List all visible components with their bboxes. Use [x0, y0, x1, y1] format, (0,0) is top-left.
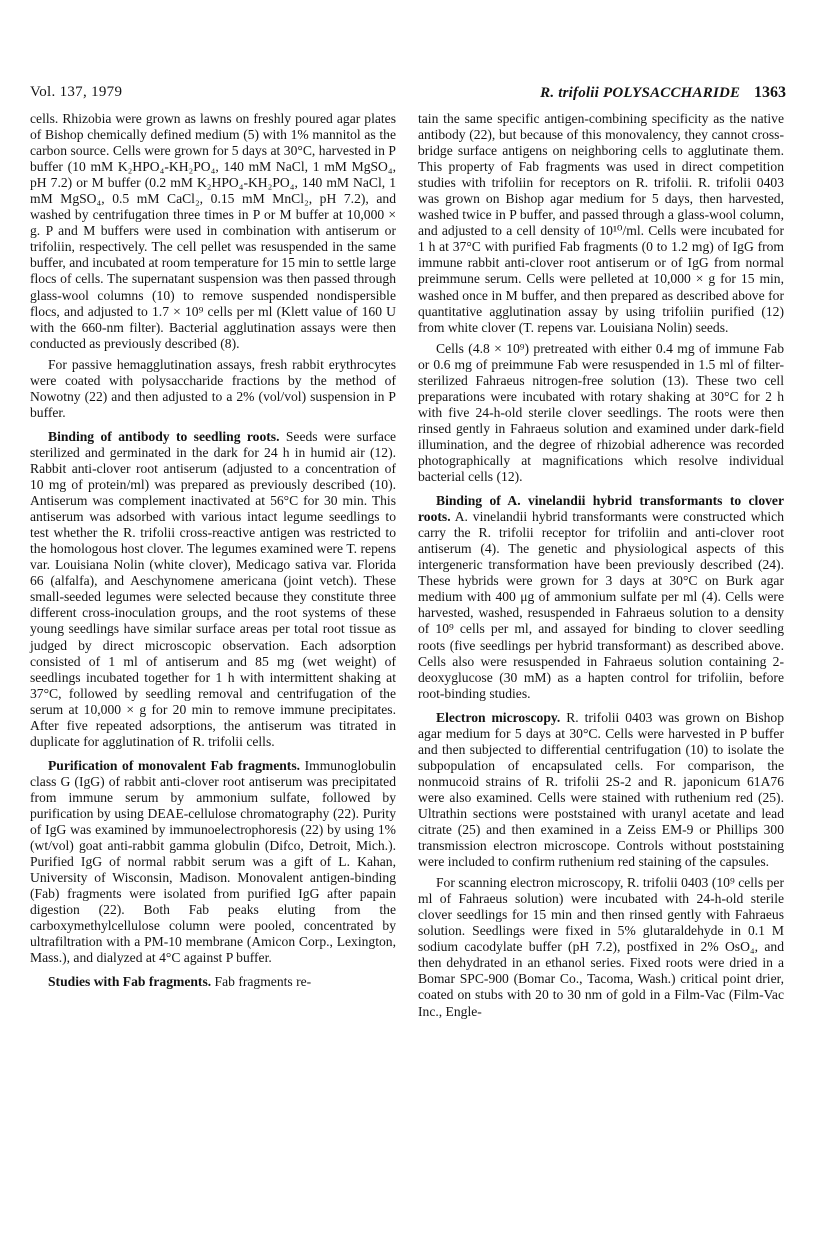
section-heading: Binding of A. vinelandii hybrid transformants to clover roots. [418, 493, 784, 525]
paragraph-scanning-em: For scanning electron microscopy, R. trifolii 0403 (10⁹ cells per ml of Fahraeus solution) were incubated with 24-h-old sterile clover seedlings for 15 min and then rinsed gently with Fahraeus solution. Seedlings were fixed in 5% glutaraldehyde in 0.1 M sodium cacodylate buffer (pH 7.2), postfixed in 2% OsO₄, and then dehydrated in an ethanol series. Fixed roots were dried in a Bomar SPC-900 (Bomar Co., Tacoma, Wash.) critical point drier, coated on stubs with 20 to 30 nm of gold in a Film-Vac (Film-Vac Inc., Engle- [418, 875, 784, 1019]
section-body: Seeds were surface sterilized and germinated in the dark for 24 h in humid air (12). Rabbit anti-clover root antiserum (adjusted to a concentration of 10 mg of protein/ml) was prepared as previously described (10). Antiserum was complement inactivated at 56°C for 30 min. This antiserum was adsorbed with various intact legume seedlings to test whether the R. trifolii cross-reactive antigen was restricted to the homologous host clover. The legumes examined were T. repens var. Louisiana Nolin (white clover), Medicago sativa var. Florida 66 (alfalfa), and Aeschynomene americana (joint vetch). These small-seeded legumes were selected because they constitute three different cross-inoculation groups, and the root systems of these young seedlings have similar surface areas per total root tissue as judged by direct microscopic observation. Each adsorption consisted of 1 ml of antiserum and 85 mg (wet weight) of seedlings incubated together for 1 h with intermittent shaking at 37°C, followed by seedling removal and centrifugation of the serum at 10,000 × g for 20 min to remove immune precipitates. After five repeated adsorptions, the antiserum was titrated in duplicate for agglutination of R. trifolii cells. [30, 428, 397, 749]
right-column [418, 111, 784, 1020]
section-antibody-binding [30, 429, 396, 750]
section-fab-purification [30, 758, 396, 967]
section-body: R. trifolii 0403 was grown on Bishop agar medium for 5 days at 30°C. Cells were harvested in P buffer and then subjected to differential centrifugation (10) to isolate the subpopulation of encapsulated cells. For comparison, the nonmucoid strains of R. trifolii 2S-2 and R. japonicum 61A76 were also examined. Cells were stained with ruthenium red (25). Ultrathin sections were poststained with uranyl acetate and lead citrate (25) and then examined in a Zeiss EM-9 or Phillips 300 transmission electron microscope. Controls without poststaining were included to confirm ruthenium red staining of the capsules. [418, 709, 784, 870]
paragraph-fab-continued: tain the same specific antigen-combining specificity as the native antibody (22), but because of this monovalency, they cannot cross-bridge surface antigens on neighboring cells to agglutinate them. This property of Fab fragments was used in direct competition studies with trifoliin for receptors on R. trifolii. R. trifolii 0403 was grown on Bishop agar medium for 5 days, then harvested, washed twice in P buffer, and passed through a glass-wool column, and adjusted to a cell density of 10¹⁰/ml. Cells were incubated for 1 h at 37°C with purified Fab fragments (0 to 1.2 mg) of IgG from immune rabbit anti-clover root antiserum or of IgG from normal preimmune serum. Cells were pelleted at 10,000 × g for 15 min, washed once in M buffer, and then prepared as described above for quantitative agglutination assay by using trifoliin purified (12) from white clover (T. repens var. Louisiana Nolin) seeds. [418, 111, 784, 335]
paragraph-cell-pretreatment: Cells (4.8 × 10⁹) pretreated with either 0.4 mg of immune Fab or 0.6 mg of preimmune Fab were resuspended in 1.5 ml of filter-sterilized Fahraeus nitrogen-free solution (13). These two cell preparations were incubated with rotary shaking at 30°C for 2 h with five 24-h-old sterile clover seedlings. The roots were then rinsed gently in Fahraeus solution and examined under dark-field illumination, and the degree of rhizobial adherence was recorded photographically at magnifications which resolve individual bacterial cells (12). [418, 340, 784, 485]
section-heading: Studies with Fab fragments. [48, 974, 212, 990]
volume-label: Vol. 137, 1979 [30, 84, 123, 100]
paragraph-hemagglutination: For passive hemagglutination assays, fresh rabbit erythrocytes were coated with polysaccharide fractions by the method of Nowotny (22) and then adjusted to a 2% (vol/vol) suspension in P buffer. [30, 356, 396, 420]
section-hybrid-binding [418, 493, 784, 702]
running-title: R. trifolii POLYSACCHARIDE [540, 85, 741, 101]
section-heading: Purification of monovalent Fab fragments. [48, 757, 301, 773]
section-body: Fab fragments re- [211, 974, 312, 990]
header-right [540, 84, 786, 102]
left-column [30, 111, 396, 990]
section-heading: Binding of antibody to seedling roots. [48, 428, 280, 444]
section-body: Immunoglobulin class G (IgG) of rabbit anti-clover root antiserum was precipitated from immune serum by ammonium sulfate, followed by purification by using DEAE-cellulose chromatography (22). Purity of IgG was examined by immunoelectrophoresis (22) by using 1% (wt/vol) goat anti-rabbit gamma globulin (Difco, Detroit, Mich.). Purified IgG of normal rabbit serum was a gift of L. Kahan, University of Wisconsin, Madison. Monovalent antigen-binding (Fab) fragments were isolated from purified IgG after papain digestion (22). Both Fab peaks eluting from the carboxymethylcellulose column were pooled, concentrated by ultrafiltration with a PM-10 membrane (Amicon Corp., Lexington, Mass.), and dialyzed at 4°C against P buffer. [30, 757, 396, 966]
section-electron-microscopy [418, 710, 784, 870]
page-number: 1363 [754, 84, 786, 101]
paragraph-cell-culture: cells. Rhizobia were grown as lawns on freshly poured agar plates of Bishop chemically defined medium (5) with 1% mannitol as the carbon source. Cells were grown for 5 days at 30°C, harvested in P buffer (10 mM K₂HPO₄-KH₂PO₄, 140 mM NaCl, 1 mM MgSO₄, pH 7.2) or M buffer (0.2 mM K₂HPO₄-KH₂PO₄, 140 mM NaCl, 1 mM MgSO₄, 0.5 mM CaCl₂, 0.15 mM MnCl₂, pH 7.2), and washed by centrifugation three times in P or M buffer at 10,000 × g. P and M buffers were used in combination with antiserum or trifoliin, respectively. The cell pellet was resuspended in the same buffer, and incubated at room temperature for 15 min to settle large flocs of cells. The supernatant suspension was then passed through glass-wool columns (10) to remove suspended nondispersible flocs, and adjusted to 1.7 × 10⁹ cells per ml (Klett value of 160 U with the 660-nm filter). Bacterial agglutination assays were then conducted as previously described (8). [30, 111, 396, 351]
running-header [30, 84, 786, 108]
section-heading: Electron microscopy. [436, 709, 561, 725]
section-fab-studies [30, 974, 396, 990]
section-body: A. vinelandii hybrid transformants were constructed which carry the R. trifolii receptor for trifoliin and anti-clover root antiserum (4). The genetic and physiological aspects of this intergeneric transformation have been previously described (24). These hybrids were grown for 3 days at 30°C on Burk agar medium with 400 μg of ammonium sulfate per ml (4). Cells were harvested, washed, resuspended in Fahraeus solution to a density of 10⁹ cells per ml, and assayed for binding to clover seedling roots (five seedlings per hybrid transformant) as described above. Cells also were resuspended in Fahraeus solution containing 2-deoxyglucose (30 mM) as a hapten control for trifoliin, before root-binding studies. [418, 509, 784, 701]
